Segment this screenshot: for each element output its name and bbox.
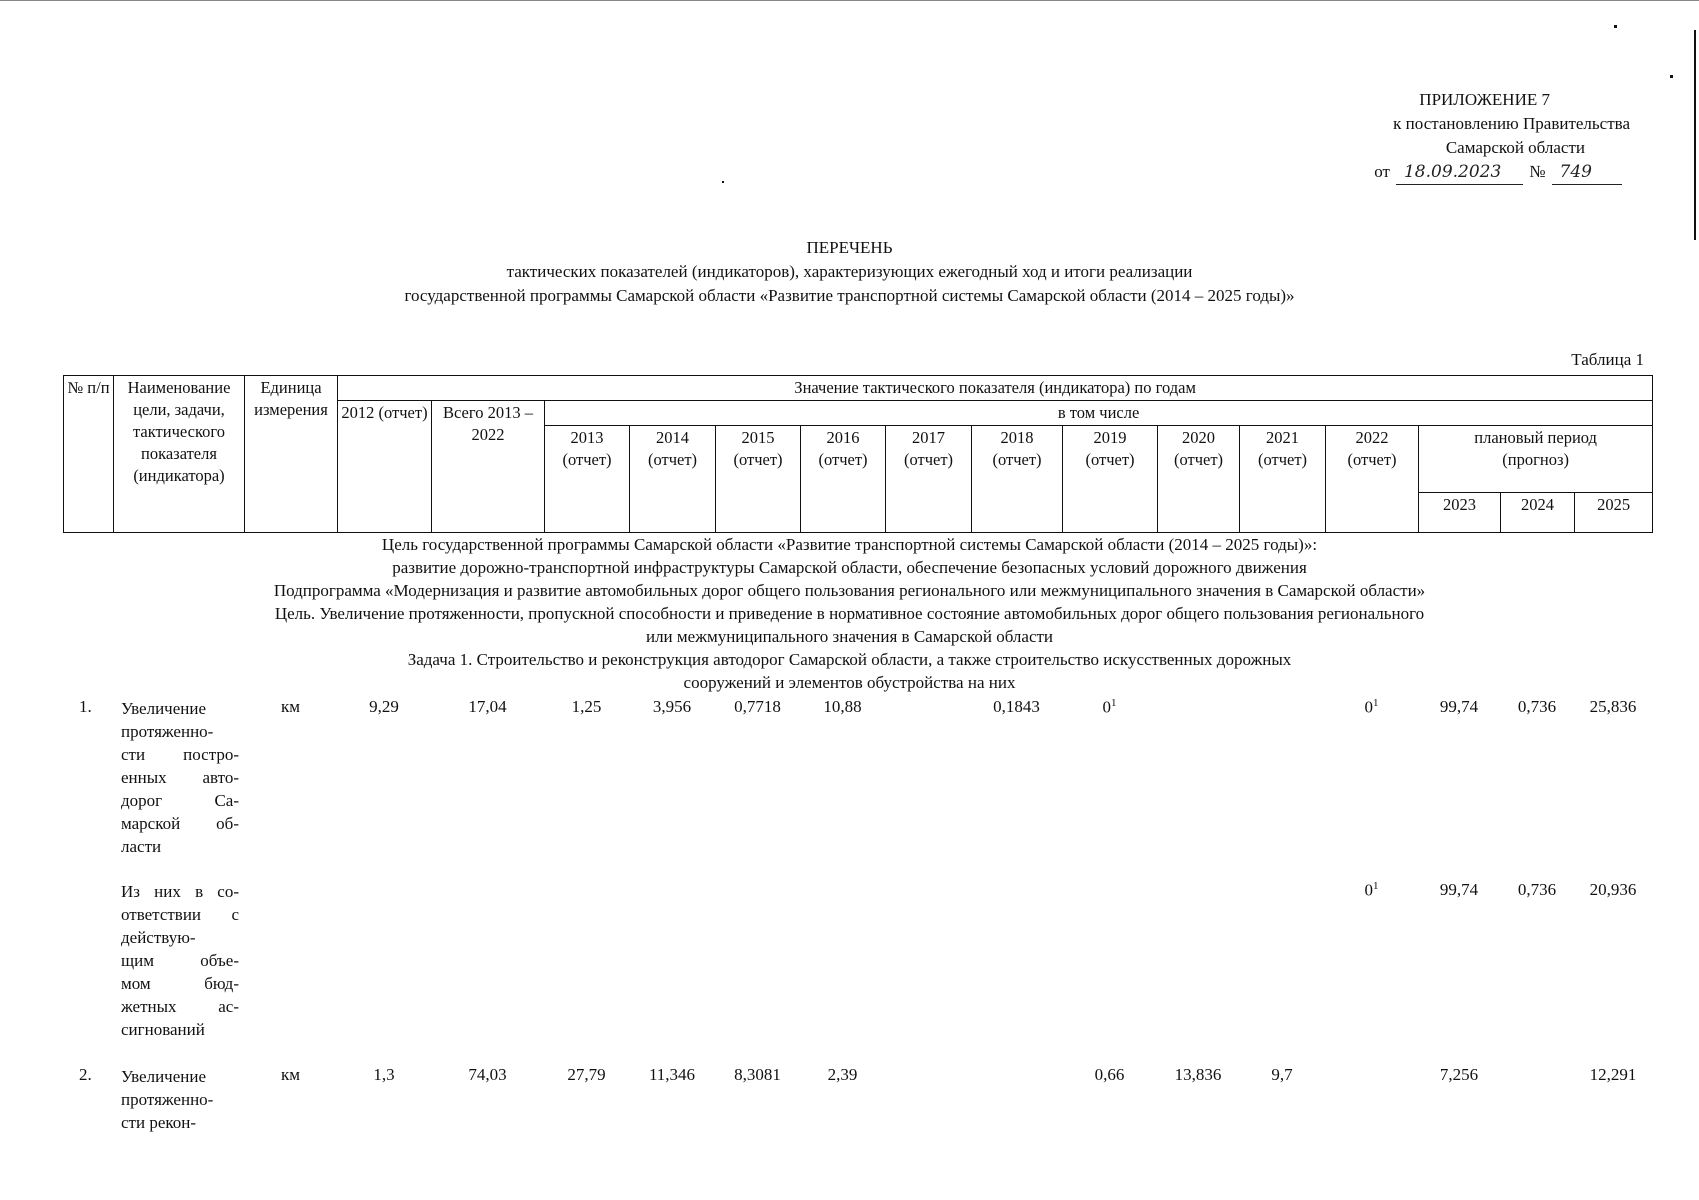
cell-p2024 [1500, 880, 1574, 900]
indicator-name [121, 1065, 239, 1134]
document-title [0, 236, 1699, 308]
cell-y2018 [971, 697, 1062, 717]
cell-y2019 [1062, 697, 1157, 718]
indicator-name-line: Увеличение [121, 699, 207, 718]
cell-value: 99,74 [1439, 697, 1479, 716]
cell-total [431, 697, 544, 717]
indicator-name [121, 697, 239, 858]
cell-y2020 [1157, 1065, 1239, 1085]
program-goal-line-2: развитие дорожно-транспортной инфраструктуры Самарской области, обеспечение безопасных условий дорожного движения [392, 558, 1307, 577]
subprogram-title: Подпрограмма «Модернизация и развитие автомобильных дорог общего пользования регионального или межмуниципального значения в Самарской области» [273, 581, 1426, 600]
indicator-name-line: сигнований [121, 1020, 205, 1039]
cell-y2021 [1239, 1065, 1325, 1085]
header-plan-2025: 2025 [1575, 493, 1653, 533]
indicator-name-line: щим объе- [121, 951, 239, 970]
cell-value: 11,346 [648, 1065, 696, 1084]
indicator-name-line: ласти [121, 837, 162, 856]
cell-p2024 [1500, 697, 1574, 717]
appendix-decree: к постановлению Правительства [1393, 114, 1630, 133]
cell-unit [244, 1065, 337, 1085]
header-year-2019: 2019 (отчет) [1063, 426, 1158, 533]
header-name: Наименование цели, задачи, тактического показателя (индикатора) [114, 376, 245, 533]
indicator-name-line: протяженно- [121, 1090, 214, 1109]
cell-y2015 [715, 1065, 800, 1085]
cell-value: км [280, 1065, 301, 1084]
header-plan-period: плановый период (прогноз) [1419, 426, 1653, 493]
indicator-name-line: сти рекон- [121, 1113, 197, 1132]
program-goal-line-1: Цель государственной программы Самарской области «Развитие транспортной системы Самарской области (2014 – 2025 годы)»: [381, 535, 1318, 554]
header-including: в том числе [545, 401, 1653, 426]
cell-p2025 [1574, 1065, 1652, 1085]
header-year-2021: 2021 (отчет) [1240, 426, 1326, 533]
appendix-block [1300, 88, 1630, 185]
cell-value: 27,79 [567, 1065, 606, 1084]
title-line-2: тактических показателей (индикаторов), характеризующих ежегодный ход и итоги реализации [506, 262, 1193, 281]
cell-value: 2,39 [827, 1065, 858, 1084]
cell-value: 12,291 [1589, 1065, 1637, 1084]
cell-value: 9,29 [369, 697, 399, 716]
subprogram-goal-line-2: или межмуниципального значения в Самарской области [645, 627, 1054, 646]
indicator-name-line: енных авто- [121, 768, 239, 787]
indicator-name-line: мом бюд- [121, 974, 239, 993]
cell-y2019 [1062, 1065, 1157, 1085]
cell-value: км [280, 697, 301, 716]
number-prefix: № [1529, 162, 1546, 181]
cell-y2016 [800, 697, 885, 717]
cell-v2012 [337, 1065, 431, 1085]
cell-y2014 [629, 697, 715, 717]
date-prefix: от [1374, 162, 1390, 181]
cell-value: 10,88 [823, 697, 862, 716]
indicator-name-line: Увеличение [121, 1067, 207, 1086]
title-line-3: государственной программы Самарской области «Развитие транспортной системы Самарской области (2014 – 2025 годы)» [404, 286, 1295, 305]
cell-y2016 [800, 1065, 885, 1085]
cell-value: 7,256 [1439, 1065, 1479, 1084]
task-title-line-2: сооружений и элементов обустройства на них [683, 673, 1016, 692]
cell-p2023 [1418, 880, 1500, 900]
row-number: 2. [79, 1065, 92, 1084]
row-number: 1. [79, 697, 92, 716]
cell-y2014 [629, 1065, 715, 1085]
cell-y2015 [715, 697, 800, 717]
task-title-line-1: Задача 1. Строительство и реконструкция автодорог Самарской области, а также строительство искусственных дорожных [407, 650, 1292, 669]
decree-number: 749 [1552, 160, 1622, 185]
cell-value: 0,736 [1517, 697, 1557, 716]
cell-value: 13,836 [1174, 1065, 1222, 1084]
appendix-date-number [1300, 160, 1630, 185]
header-year-2015: 2015 (отчет) [716, 426, 801, 533]
header-unit: Единица измерения [245, 376, 338, 533]
cell-value: 25,836 [1589, 697, 1637, 716]
cell-y2022 [1325, 880, 1418, 901]
header-year-2014: 2014 (отчет) [630, 426, 716, 533]
scan-edge-line [1694, 30, 1696, 240]
cell-value: 9,7 [1271, 1065, 1293, 1084]
table-label: Таблица 1 [1571, 350, 1644, 369]
cell-value: 0,1843 [993, 697, 1040, 716]
indicator-name-line: действую- [121, 928, 196, 947]
header-year-2022: 2022 (отчет) [1326, 426, 1419, 533]
cell-unit [244, 697, 337, 717]
section-headings [0, 533, 1699, 694]
cell-v2012 [337, 697, 431, 717]
cell-value: 1,25 [571, 697, 602, 716]
indicator-name-line: Из них в со- [121, 882, 239, 901]
cell-value: 20,936 [1589, 880, 1637, 899]
cell-p2023 [1418, 697, 1500, 717]
cell-value: 0,7718 [734, 697, 781, 716]
cell-value: 1,3 [373, 1065, 395, 1084]
title-heading: ПЕРЕЧЕНЬ [806, 238, 893, 257]
cell-y2013 [544, 1065, 629, 1085]
footnote-marker: 1 [1373, 880, 1379, 892]
cell-total [431, 1065, 544, 1085]
cell-p2025 [1574, 880, 1652, 900]
header-year-2018: 2018 (отчет) [972, 426, 1063, 533]
appendix-region: Самарской области [1445, 138, 1585, 157]
cell-y2013 [544, 697, 629, 717]
header-year-2016: 2016 (отчет) [801, 426, 886, 533]
cell-value: 0,66 [1094, 1065, 1125, 1084]
scan-dot [1614, 25, 1617, 28]
cell-value: 17,04 [468, 697, 507, 716]
indicator-name-line: сти постро- [121, 745, 239, 764]
cell-value: 0 [1364, 697, 1373, 717]
cell-value: 74,03 [468, 1065, 507, 1084]
scan-dot [722, 181, 724, 183]
cell-p2025 [1574, 697, 1652, 717]
indicator-name-line: марской об- [121, 814, 239, 833]
header-total: Всего 2013 – 2022 [432, 401, 545, 533]
header-year-2013: 2013 (отчет) [545, 426, 630, 533]
indicator-name-line: жетных ас- [121, 997, 239, 1016]
indicator-name-line: ответствии с [121, 905, 239, 924]
decree-date: 18.09.2023 [1396, 160, 1523, 185]
cell-value: 0 [1102, 697, 1111, 717]
cell-y2022 [1325, 697, 1418, 718]
scan-dot [1670, 75, 1673, 78]
indicator-header-table [63, 375, 1653, 533]
header-plan-2024: 2024 [1501, 493, 1575, 533]
cell-p2023 [1418, 1065, 1500, 1085]
footnote-marker: 1 [1373, 697, 1379, 709]
appendix-title: ПРИЛОЖЕНИЕ 7 [1419, 90, 1550, 109]
cell-value: 0 [1364, 880, 1373, 900]
header-year-2020: 2020 (отчет) [1158, 426, 1240, 533]
subprogram-goal-line-1: Цель. Увеличение протяженности, пропускной способности и приведение в нормативное состояние автомобильных дорог общего пользования регионального [274, 604, 1425, 623]
cell-value: 0,736 [1517, 880, 1557, 899]
header-values-title: Значение тактического показателя (индикатора) по годам [338, 376, 1653, 401]
indicator-name-line: протяженно- [121, 722, 214, 741]
header-num: № п/п [64, 376, 114, 533]
footnote-marker: 1 [1111, 697, 1117, 709]
header-plan-2023: 2023 [1419, 493, 1501, 533]
header-2012: 2012 (отчет) [338, 401, 432, 533]
scan-border-line [0, 0, 1699, 1]
indicator-name-line: дорог Са- [121, 791, 239, 810]
indicator-name [121, 880, 239, 1041]
cell-value: 99,74 [1439, 880, 1479, 899]
header-year-2017: 2017 (отчет) [886, 426, 972, 533]
cell-value: 3,956 [652, 697, 692, 716]
cell-value: 8,3081 [734, 1065, 781, 1084]
